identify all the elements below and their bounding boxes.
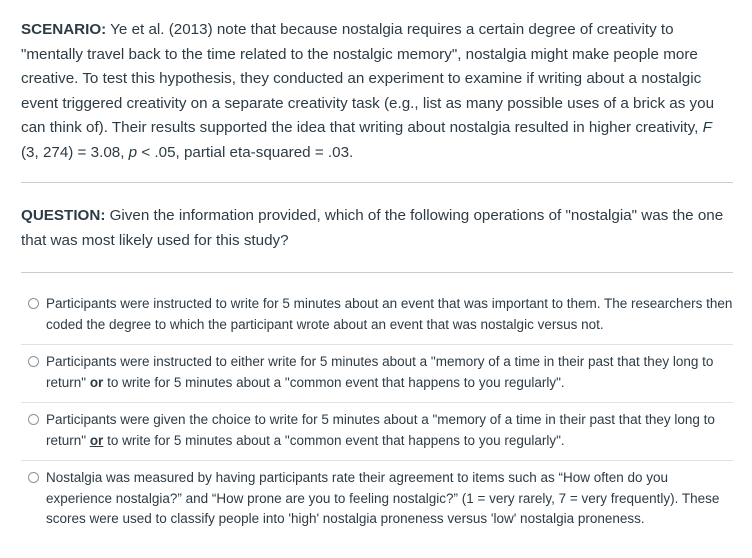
question-body: Given the information provided, which of the following operations of "nostalgia" was the one that was most likely used for this study? bbox=[21, 207, 724, 249]
option-text-pre: Participants were given the choice to write for 5 minutes about a "memory of a time in their past that they long to return" bbox=[46, 412, 715, 448]
answer-option-4[interactable] bbox=[21, 461, 733, 539]
scenario-label: SCENARIO: bbox=[21, 21, 107, 38]
scenario-body-3: < .05, partial eta-squared = .03. bbox=[137, 143, 354, 161]
option-emphasis: or bbox=[89, 432, 104, 448]
answer-option-label: Participants were instructed to write for 5 minutes about an event that was important to them. The researchers then coded the degree to which the participant wrote about an event that was nostalgic versus not. bbox=[46, 296, 733, 332]
divider-middle bbox=[21, 272, 733, 273]
answer-option-label: Nostalgia was measured by having participants rate their agreement to items such as “How often do you experience nostalgia?” and “How prone are you to feeling nostalgic?” (1 = very rarely, 7 = very frequently). These scores were used to classify people into 'high' nostalgia proneness versus 'low' nostalgia proneness. bbox=[46, 470, 720, 526]
stat-p: p bbox=[128, 143, 138, 161]
option-text-pre: Participants were instructed to either write for 5 minutes about a "memory of a time in their past that they long to return" bbox=[46, 354, 714, 390]
radio-button[interactable] bbox=[28, 356, 39, 367]
answer-option-3[interactable] bbox=[21, 403, 733, 461]
radio-button[interactable] bbox=[28, 298, 39, 309]
answer-option-label bbox=[46, 354, 713, 390]
option-emphasis: or bbox=[89, 374, 104, 390]
radio-button[interactable] bbox=[28, 414, 39, 425]
question-label: QUESTION: bbox=[21, 207, 106, 224]
scenario-body-2: (3, 274) = 3.08, bbox=[21, 143, 129, 161]
answer-options bbox=[21, 287, 733, 539]
answer-option-label bbox=[46, 412, 715, 448]
answer-option-1[interactable] bbox=[21, 287, 733, 345]
stat-f: F bbox=[702, 119, 712, 136]
radio-button[interactable] bbox=[28, 472, 39, 483]
scenario-text bbox=[21, 18, 733, 165]
scenario-body-1: Ye et al. (2013) note that because nostalgia requires a certain degree of creativity to "mentally travel back to the time related to the nostalgic memory", nostalgia might make people more creative. To test this hypothesis, they conducted an experiment to examine if writing about a nostalgic event triggered creativity on a separate creativity task (e.g., list as many possible uses of a brick as you can think of). Their results supported the idea that writing about nostalgia resulted in higher creativity, bbox=[21, 21, 715, 136]
option-text-post: to write for 5 minutes about a "common event that happens to you regularly". bbox=[103, 432, 565, 448]
divider-top bbox=[21, 182, 733, 183]
question-text bbox=[21, 204, 733, 253]
answer-option-2[interactable] bbox=[21, 345, 733, 403]
option-text-post: to write for 5 minutes about a "common event that happens to you regularly". bbox=[103, 374, 565, 390]
